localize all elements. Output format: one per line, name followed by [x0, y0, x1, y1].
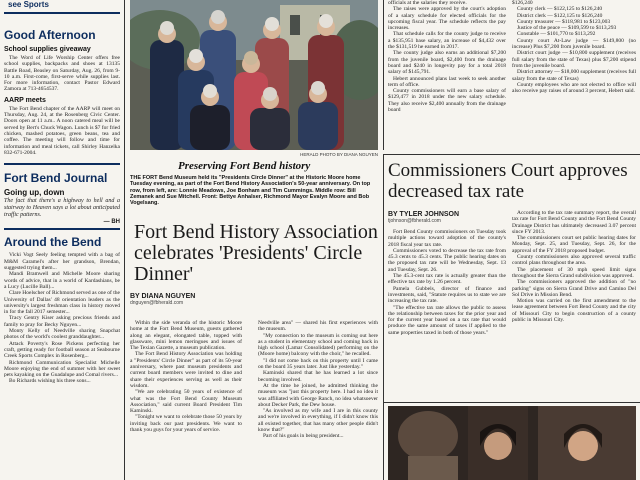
- journal-body: The fact that there's a highway to hell and a stairway to Heaven says a lot about anticipated traffic patterns.: [4, 198, 120, 219]
- photo-credit: HERALD PHOTO BY DIANA NGUYEN: [300, 152, 378, 157]
- item-body-1: The Word of Life Worship Center offers free school supplies, backpacks and shoes at 13135 Battle Road, Beasley on Saturday, Aug. 26, from 9-10 a.m. First-come, first-serve while supplies last. For more information, contact Pastor Edward Zamora at 713-4654537.: [4, 55, 120, 93]
- around-item: Clare Hoelscher of Richmond served as one of the University of Dallas' 48 orientation leaders as the university's largest freshman class in history moved in for the fall 2017 semester...: [4, 290, 120, 316]
- tax-col1: [388, 229, 506, 400]
- around-item: Mandi Bramwell and Michelle Moore sharing words of advice, that in a world of Kardashians, be a Lucy (Lucille Ball)...: [4, 271, 120, 290]
- salary-line: District court judge — $10,800 supplement (receives full salary from the state of Texas) plus $7,200 stipend from the juvenile board.: [512, 50, 636, 69]
- history-para: "Tonight we want to celebrate those 50 years by inviting back our past presidents. We want to thank you guys for your years of service.: [130, 414, 242, 434]
- left-column: [4, 0, 120, 480]
- tax-para: The commissioners approved the addition of "no parking" signs on Sierra Grand Drive and Camino Del Sol Drive in Mission Bend.: [512, 279, 636, 298]
- salary-line: $126,240: [512, 0, 533, 6]
- history-byline-block: [130, 293, 378, 308]
- divider: [4, 12, 120, 14]
- salary-story-col1: [388, 0, 506, 152]
- column-rule: [383, 0, 384, 150]
- bottom-photo-image: [388, 406, 636, 480]
- around-item: Attack Poverty's Rose Pickens perfecting her craft, getting ready for football season at Seabourne Creek Sports Complex in Rosenberg...: [4, 340, 120, 360]
- salary-para: That schedule calls for the county judge to receive a $135,951 base salary, an increase of $4,432 over the $131,519 he earned in 2017.: [388, 31, 506, 51]
- around-item: Richmond Communication Specialist Michelle Moore enjoying the end of summer with her sweet pets kayaking on the Guadalupe and Comal rivers...: [4, 359, 120, 379]
- tax-email: tjohnson@fbherald.com: [388, 218, 441, 224]
- group-photo-image: [130, 0, 378, 150]
- history-para: At the time he joined, he admitted thinking the museum was "just this property here. I had no idea it was affiliated with George Ranch, no idea whatsoever about Decker Park, the Dew house.: [258, 382, 378, 408]
- history-para: Part of his goals in being president...: [263, 433, 344, 440]
- horizontal-rule: [383, 402, 640, 403]
- tax-headline: Commissioners Court approves decreased tax rate: [388, 160, 628, 202]
- history-para: Within the side veranda of the historic Moore home at the Fort Bend Museum, guests gathered along an elegant, elongated table, topped with glassware, mini lemon meringues and issues of The Texian Gazette, a museum publication.: [130, 320, 242, 352]
- salary-para: Hebert announced plans last week to seek another term of office.: [388, 75, 506, 88]
- salary-para: officials at the salaries they receive.: [388, 0, 467, 6]
- salary-line: County employees who are not elected to office will also receive pay raises of around 3 percent, Hebert said.: [512, 81, 636, 95]
- tax-byline: BY TYLER JOHNSON: [388, 211, 460, 218]
- journal-signature: — BH: [103, 219, 120, 226]
- salary-para: The raises were approved by the court's adoption of a salary schedule for elected officials for the upcoming fiscal year. The schedule reflects the pay increases.: [388, 6, 506, 32]
- salary-line: District clerk — $122,125 to $126,240: [517, 12, 603, 19]
- divider: [4, 228, 120, 230]
- tax-para: "The effective tax rate allows the public to assess the relationship between taxes for the prior year and for the current year based on a tax rate that would produce the same amount of taxes if applied to the same properties taxed in both of those years.": [388, 304, 506, 336]
- history-col1: [118, 320, 242, 480]
- good-afternoon-title: Good Afternoon: [4, 28, 96, 42]
- salary-line: County treasurer — $118,981 to $123,003: [517, 18, 611, 25]
- history-byline: BY DIANA NGUYEN: [130, 293, 196, 300]
- salary-line: County clerk — $122,125 to $126,240: [517, 6, 603, 13]
- tax-para: The 45.3-cent tax rate is actually greater than the effective tax rate by 1.26 percent.: [388, 273, 506, 286]
- journal-subtitle: Going up, down: [4, 188, 65, 198]
- history-para: The Fort Bend History Association was holding a "Presidents' Circle Dinner" as part of its 50-year anniversary, where past museum presidents and current board members were invited to dine and share their experiences serving as well as their wisdom.: [130, 351, 242, 389]
- salary-story-col2: [512, 0, 636, 152]
- item-body-2: The Fort Bend chapter of the AARP will meet on Thursday, Aug. 24, at the Rosenberg Civic Center. Doors open at 11 a.m.. A noon catered meal will be served by Bert's Chuck Wagon. Lunch is $7 for fried chicken, mashed potatoes, green beans, tea and coffee. The meeting will follow and time for information and meal tickets, call Shirley Hanzelka 832-671-2004.: [4, 105, 120, 156]
- tax-byline-block: [388, 211, 512, 226]
- history-para: "I did not come back on this property until I came on the board 35 years later. Just like yesterday.": [258, 357, 378, 371]
- history-para: "As involved as my wife and I are in this county and we're involved in everything, if I didn't know this all existed together, that has many other people didn't know that?": [258, 408, 378, 434]
- around-title: Around the Bend: [4, 235, 102, 250]
- around-item: Bo Richards wishing his three sons...: [9, 378, 91, 385]
- salary-para: County commissioners will earn a base salary of $129,477 in 2018 under the new salary schedule. They also receive $2,400 annually from the drainage board: [388, 88, 506, 114]
- tax-para: The commissioners court set public hearing dates for Monday, Sept. 25, and Tuesday, Sept. 26, for the approval of the FY 2018 proposed budget.: [512, 235, 636, 254]
- tax-para: According to the tax rate summary report, the overall tax rate for Fort Bend County and the Fort Bend County Drainage District has ultimately decreased 3.07 percent since FY 2013.: [512, 210, 636, 235]
- history-para: "We are celebrating 50 years of existence of what was the Fort Bend County Museum Association," said current Board President Tim Kaminski.: [130, 389, 242, 415]
- photo-caption-head: Preserving Fort Bend history: [178, 160, 311, 172]
- history-para: Kaminski shared that he has learned a lot since becoming involved.: [258, 370, 378, 383]
- journal-title: Fort Bend Journal: [4, 171, 108, 186]
- tax-para: Fort Bend County commissioners on Tuesday took multiple actions toward adoption of the county's 2018 fiscal year tax rate.: [388, 229, 506, 248]
- horizontal-rule: [383, 154, 640, 155]
- group-photo: [130, 0, 378, 150]
- tax-col2: [512, 210, 636, 400]
- tax-para: Pamela Gubbels, director of finance and investments, said, "Statute requires us to state we are increasing the tax rate.: [388, 285, 506, 305]
- divider: [4, 163, 120, 165]
- tax-para: Commissioners voted to decrease the tax rate from 45.3 cents to 45.3 cents. The public hearing dates on the proposed tax rate will be Wednesday, Sept. 13 and Tuesday, Sept. 26.: [388, 247, 506, 273]
- history-email: dnguyen@fbherald.com: [130, 300, 184, 306]
- history-para: Needville area" — shared his first experiences with the museum.: [258, 320, 378, 333]
- photo-caption: [130, 175, 378, 206]
- salary-line: Constable — $101,770 to $113,292: [517, 31, 596, 38]
- salary-line: County court At-Law judge — $149,800 (no increase) Plus $7,200 from juvenile board.: [512, 37, 636, 51]
- tax-para: Motion was carried on the first amendment to the lease agreement between Fort Bend County and the city of Missouri City to begin construction of a county public in Missouri City.: [512, 298, 636, 324]
- item-head-2: AARP meets: [4, 96, 46, 104]
- salary-line: Justice of the peace — $109,599 to $113,293: [517, 25, 617, 32]
- item-head-1: School supplies giveaway: [4, 46, 91, 53]
- tax-para: The placement of 30 mph speed limit signs throughout the Sierra Grand subdivision was approved.: [512, 266, 636, 279]
- around-item: Tracy Gentry Kiser asking precious friends and family to pray for Becky Nguyen...: [4, 315, 120, 328]
- section-label: see Sports: [8, 0, 49, 9]
- column-rule: [383, 155, 384, 480]
- bottom-photo: [388, 406, 636, 480]
- salary-line: District attorney — $18,000 supplement (receives full salary from the state of Texas): [512, 69, 636, 82]
- around-item: Vicki Vogt Seely feeling tempted with a bag of M&M Caramel's after her grandson, Brendan, suggested trying them...: [4, 252, 120, 272]
- tax-para: County commissioners also approved several traffic control plans throughout the area.: [512, 254, 636, 267]
- history-headline: Fort Bend History Association celebrates 'Presidents' Circle Dinner': [134, 221, 378, 285]
- history-col2: [258, 320, 378, 480]
- around-item: Monty Kelly of Needville sharing Snapchat photos of the world's coolest granddaughter...: [4, 328, 120, 341]
- photo-caption-text: THE FORT Bend Museum held its "Presidents Circle Dinner" at the Historic Moore home Tuesday evening, as part of the Fort Bend History Association's 50-year anniversary. On top row, from left, are: Lonnie Meadows, Joe Bonham and Tim Cummings. Middle row: Bill Zemanek and Sue Mitchell. Front: Bettye Anhalser, Richmond Mayor Evalyn Moore and Bob Vogelsang.: [130, 175, 371, 207]
- salary-para: The county judge also earns an additional $7,200 from the juvenile board, $2,400 from the drainage board and $240 in longevity pay for a total 2018 salary of $145,791.: [388, 50, 506, 76]
- history-para: "My connection to the museum is coming out here as a student in elementary school and coming back in high school (Lamar Consolidated) performing on the (Moore home) balcony with the choir," he recalled.: [258, 332, 378, 358]
